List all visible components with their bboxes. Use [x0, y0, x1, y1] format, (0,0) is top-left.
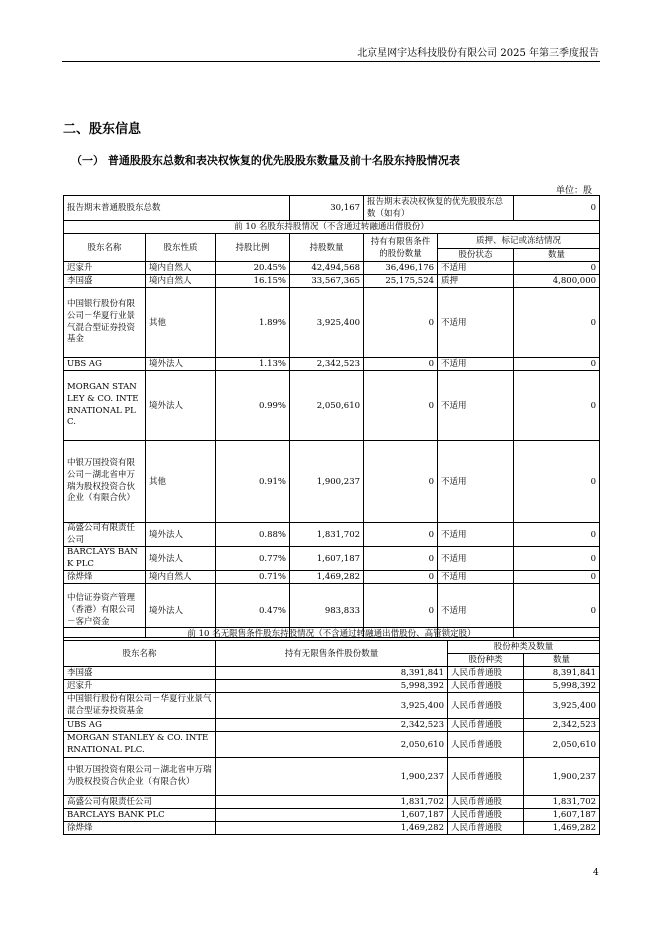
pledge-count: 0	[514, 358, 600, 371]
holder-name: 迟家升	[64, 680, 216, 693]
col-header-qty: 持股数量	[290, 234, 364, 262]
share-count: 3,925,400	[524, 693, 600, 719]
holder-qty: 33,567,365	[290, 275, 364, 288]
pledge-status: 不适用	[438, 288, 514, 358]
share-kind: 人民币普通股	[448, 680, 524, 693]
holder-name: 中银万国投资有限公司－湖北省申万瑞为股权投资合伙企业（有限合伙）	[64, 441, 146, 523]
holder-qty: 1,831,702	[216, 796, 448, 809]
table-row	[64, 262, 600, 275]
table-row	[64, 758, 600, 796]
pledge-count: 0	[514, 371, 600, 441]
pledge-count: 0	[514, 262, 600, 275]
holder-name: UBS AG	[64, 358, 146, 371]
holder-qty: 2,050,610	[216, 732, 448, 758]
section-title: 二、股东信息	[63, 122, 142, 137]
holder-qty: 2,342,523	[216, 719, 448, 732]
holder-name: 徐烨烽	[64, 822, 216, 835]
holder-qty: 1,607,187	[216, 809, 448, 822]
table-row	[64, 809, 600, 822]
holder-restricted: 0	[364, 523, 438, 547]
holder-qty: 3,925,400	[216, 693, 448, 719]
pledge-count: 4,800,000	[514, 275, 600, 288]
table-row	[64, 371, 600, 441]
holder-nature: 境内自然人	[146, 571, 216, 584]
pledge-status: 不适用	[438, 571, 514, 584]
table-row	[64, 523, 600, 547]
holder-name: 徐烨烽	[64, 571, 146, 584]
holder-qty: 1,469,282	[290, 571, 364, 584]
pledge-status: 不适用	[438, 262, 514, 275]
holder-name: MORGAN STANLEY & CO. INTERNATIONAL PLC.	[64, 371, 146, 441]
share-count: 1,900,237	[524, 758, 600, 796]
col-header-restricted: 持有有限售条件的股份数量	[364, 234, 438, 262]
preferred-holders-value: 0	[514, 196, 600, 221]
subsection-title: （一） 普通股股东总数和表决权恢复的优先股股东数量及前十名股东持股情况表	[71, 154, 460, 167]
holder-ratio: 0.88%	[216, 523, 290, 547]
share-kind: 人民币普通股	[448, 719, 524, 732]
pledge-count: 0	[514, 571, 600, 584]
share-count: 1,607,187	[524, 809, 600, 822]
holder-restricted: 0	[364, 358, 438, 371]
pledge-status: 不适用	[438, 523, 514, 547]
holder-restricted: 0	[364, 441, 438, 523]
holder-qty: 2,050,610	[290, 371, 364, 441]
pledge-status: 不适用	[438, 371, 514, 441]
holder-qty: 8,391,841	[216, 667, 448, 680]
holder-restricted: 0	[364, 584, 438, 638]
pledge-status: 不适用	[438, 547, 514, 571]
table-row	[64, 822, 600, 835]
col-header-kind-group: 股份种类及数量	[448, 641, 600, 654]
col-header-count: 数量	[514, 249, 600, 262]
holder-nature: 境内自然人	[146, 275, 216, 288]
common-holders-label: 报告期末普通股股东总数	[64, 196, 290, 221]
holder-name: BARCLAYS BANK PLC	[64, 809, 216, 822]
holder-nature: 境内自然人	[146, 262, 216, 275]
table-row	[64, 288, 600, 358]
holder-nature: 境外法人	[146, 523, 216, 547]
unrestricted-title: 前 10 名无限售条件股东持股情况（不含通过转融通出借股份、高管锁定股）	[64, 628, 600, 641]
shareholder-table	[63, 195, 600, 638]
holder-name: 中国银行股份有限公司－华夏行业景气混合型证券投资基金	[64, 693, 216, 719]
table-row	[64, 358, 600, 371]
holder-ratio: 1.89%	[216, 288, 290, 358]
holder-nature: 境外法人	[146, 371, 216, 441]
col-header-kind: 股份种类	[448, 654, 524, 667]
share-count: 2,050,610	[524, 732, 600, 758]
table-row	[64, 719, 600, 732]
preferred-holders-label: 报告期末表决权恢复的优先股股东总数（如有）	[364, 196, 514, 221]
table-row	[64, 275, 600, 288]
holder-restricted: 0	[364, 571, 438, 584]
top10-title: 前 10 名股东持股情况（不含通过转融通出借股份）	[64, 221, 600, 234]
unit-label: 单位：股	[555, 186, 592, 196]
holder-qty: 2,342,523	[290, 358, 364, 371]
holder-qty: 5,998,392	[216, 680, 448, 693]
holder-name: 中信证券资产管理（香港）有限公司－客户资金	[64, 584, 146, 638]
unrestricted-table	[63, 627, 600, 835]
report-header: 北京星网宇达科技股份有限公司 2025 年第三季度报告	[357, 48, 599, 59]
holder-qty: 1,900,237	[216, 758, 448, 796]
table-row	[64, 547, 600, 571]
share-count: 2,342,523	[524, 719, 600, 732]
holder-restricted: 0	[364, 288, 438, 358]
holder-ratio: 20.45%	[216, 262, 290, 275]
holder-name: MORGAN STANLEY & CO. INTERNATIONAL PLC.	[64, 732, 216, 758]
holder-nature: 其他	[146, 441, 216, 523]
share-kind: 人民币普通股	[448, 732, 524, 758]
share-kind: 人民币普通股	[448, 796, 524, 809]
holder-restricted: 0	[364, 547, 438, 571]
pledge-count: 0	[514, 584, 600, 638]
holder-ratio: 0.71%	[216, 571, 290, 584]
table-row	[64, 732, 600, 758]
holder-name: 李国盛	[64, 667, 216, 680]
holder-nature: 境外法人	[146, 584, 216, 638]
common-holders-value: 30,167	[290, 196, 364, 221]
holder-ratio: 1.13%	[216, 358, 290, 371]
share-kind: 人民币普通股	[448, 822, 524, 835]
share-count: 5,998,392	[524, 680, 600, 693]
pledge-status: 不适用	[438, 584, 514, 638]
table-row	[64, 796, 600, 809]
holder-name: 高盛公司有限责任公司	[64, 523, 146, 547]
holder-ratio: 0.99%	[216, 371, 290, 441]
table-row	[64, 680, 600, 693]
holder-name: 高盛公司有限责任公司	[64, 796, 216, 809]
holder-ratio: 0.47%	[216, 584, 290, 638]
pledge-status: 不适用	[438, 441, 514, 523]
pledge-status: 不适用	[438, 358, 514, 371]
holder-qty: 1,469,282	[216, 822, 448, 835]
holder-name: BARCLAYS BANK PLC	[64, 547, 146, 571]
share-kind: 人民币普通股	[448, 667, 524, 680]
header-rule	[62, 61, 600, 62]
pledge-count: 0	[514, 288, 600, 358]
col-header-ratio: 持股比例	[216, 234, 290, 262]
pledge-count: 0	[514, 547, 600, 571]
share-kind: 人民币普通股	[448, 693, 524, 719]
share-kind: 人民币普通股	[448, 809, 524, 822]
holder-qty: 1,607,187	[290, 547, 364, 571]
pledge-count: 0	[514, 523, 600, 547]
share-count: 8,391,841	[524, 667, 600, 680]
table-row	[64, 441, 600, 523]
table-row	[64, 571, 600, 584]
holder-name: 李国盛	[64, 275, 146, 288]
holder-nature: 境外法人	[146, 547, 216, 571]
col-header-qty: 持有无限售条件股份数量	[216, 641, 448, 667]
holder-qty: 1,831,702	[290, 523, 364, 547]
holder-qty: 3,925,400	[290, 288, 364, 358]
holder-qty: 1,900,237	[290, 441, 364, 523]
pledge-count: 0	[514, 441, 600, 523]
share-count: 1,831,702	[524, 796, 600, 809]
holder-nature: 境外法人	[146, 358, 216, 371]
holder-qty: 42,494,568	[290, 262, 364, 275]
holder-name: 中银万国投资有限公司－湖北省申万瑞为股权投资合伙企业（有限合伙）	[64, 758, 216, 796]
holder-nature: 其他	[146, 288, 216, 358]
summary-row	[64, 196, 600, 221]
holder-ratio: 0.77%	[216, 547, 290, 571]
col-header-name: 股东名称	[64, 234, 146, 262]
table-row	[64, 667, 600, 680]
share-count: 1,469,282	[524, 822, 600, 835]
holder-ratio: 16.15%	[216, 275, 290, 288]
holder-name: UBS AG	[64, 719, 216, 732]
holder-qty: 983,833	[290, 584, 364, 638]
holder-name: 中国银行股份有限公司－华夏行业景气混合型证券投资基金	[64, 288, 146, 358]
holder-name: 迟家升	[64, 262, 146, 275]
pledge-status: 质押	[438, 275, 514, 288]
col-header-count: 数量	[524, 654, 600, 667]
share-kind: 人民币普通股	[448, 758, 524, 796]
holder-ratio: 0.91%	[216, 441, 290, 523]
col-header-pledge: 质押、标记或冻结情况	[438, 234, 600, 249]
col-header-nature: 股东性质	[146, 234, 216, 262]
col-header-name: 股东名称	[64, 641, 216, 667]
holder-restricted: 25,175,524	[364, 275, 438, 288]
table-row	[64, 693, 600, 719]
page-number: 4	[593, 868, 599, 878]
holder-restricted: 0	[364, 371, 438, 441]
col-header-status: 股份状态	[438, 249, 514, 262]
holder-restricted: 36,496,176	[364, 262, 438, 275]
